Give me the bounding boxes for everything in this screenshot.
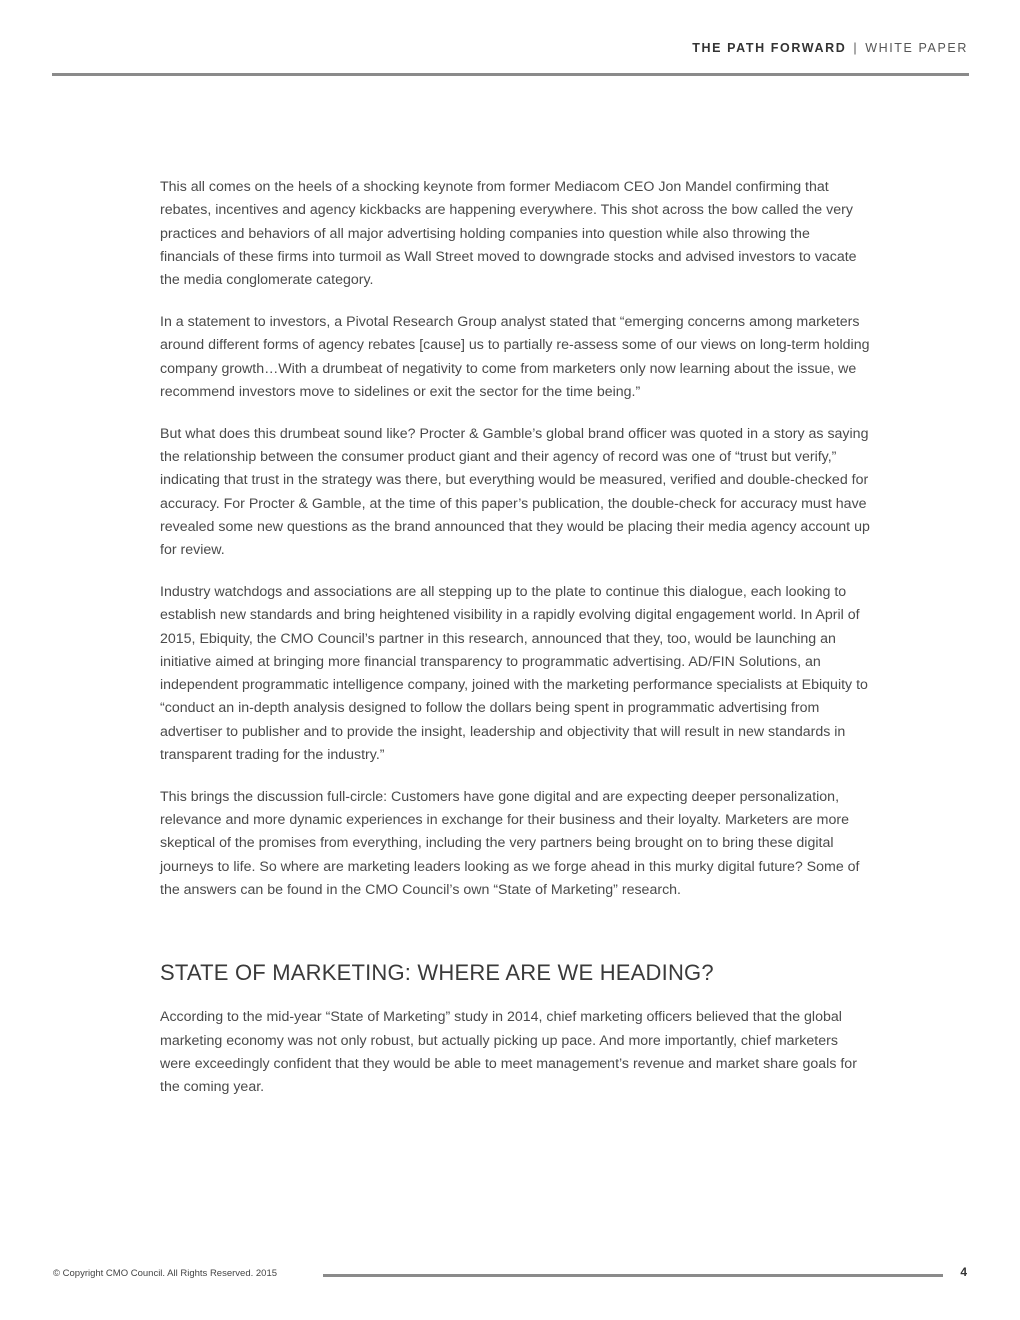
paragraph-1: This all comes on the heels of a shocking keynote from former Mediacom CEO Jon Mandel confirming that rebates, incentives and agency kickbacks are happening everywhere. This shot across the bow called the very practices and behaviors of all major advertising holding companies into question while also throwing the financials of these firms into turmoil as Wall Street moved to downgrade stocks and advised investors to vacate the media conglomerate category. [160,179,857,289]
header-separator: | [853,41,859,55]
header-title: THE PATH FORWARD [692,41,847,55]
running-header [692,41,968,55]
article-body [160,176,872,1118]
paragraph-5: This brings the discussion full-circle: Customers have gone digital and are expecting deeper personalization, relevance and more dynamic experiences in exchange for their business and their loyalty. Marketers are more skeptical of the promises from everything, including the very partners being brought on to bring these digital journeys to life. So where are marketing leaders looking as we forge ahead in this murky digital future? Some of the answers can be found in the CMO Council’s own “State of Marketing” research. [160,788,860,899]
copyright-notice: © Copyright CMO Council. All Rights Reserved. 2015 [53,1268,278,1279]
section-paragraph: According to the mid-year “State of Marketing” study in 2014, chief marketing officers believed that the global marketing economy was not only robust, but actually picking up pace. And more importantly, chief marketers were exceedingly confident that they would be able to meet management’s revenue and market share goals for the coming year. [160,1009,857,1096]
paragraph-2: In a statement to investors, a Pivotal Research Group analyst stated that “emerging concerns among marketers around different forms of agency rebates [cause] us to partially re-assess some of our views on long-term holding company growth…With a drumbeat of negativity to come from marketers only now learning about the issue, we recommend investors move to sidelines or exit the sector for the time being.” [160,313,870,400]
footer-divider [323,1274,943,1277]
section-heading: STATE OF MARKETING: WHERE ARE WE HEADING? [160,960,714,986]
header-divider [52,73,969,76]
paragraph-4: Industry watchdogs and associations are all stepping up to the plate to continue this dialogue, each looking to establish new standards and bring heightened visibility in a rapidly evolving digital engagement world. In April of 2015, Ebiquity, the CMO Council’s partner in this research, announced that they, too, would be launching an initiative aimed at bringing more financial transparency to programmatic advertising. AD/FIN Solutions, an independent programmatic intelligence company, joined with the marketing performance specialists at Ebiquity to “conduct an in-depth analysis designed to follow the dollars being spent in programmatic advertising from advertiser to publisher and to provide the insight, leadership and objectivity that will result in new standards in transparent trading for the industry.” [160,583,868,764]
page-number: 4 [960,1265,967,1279]
header-subtitle: WHITE PAPER [865,41,968,55]
paragraph-3: But what does this drumbeat sound like? Procter & Gamble’s global brand officer was quoted in a story as saying the relationship between the consumer product giant and their agency of record was one of “trust but verify,” indicating that trust in the strategy was there, but everything would be measured, verified and double-checked for accuracy. For Procter & Gamble, at the time of this paper’s publication, the double-check for accuracy must have revealed some new questions as the brand announced that they would be placing their media agency account up for review. [160,425,870,559]
